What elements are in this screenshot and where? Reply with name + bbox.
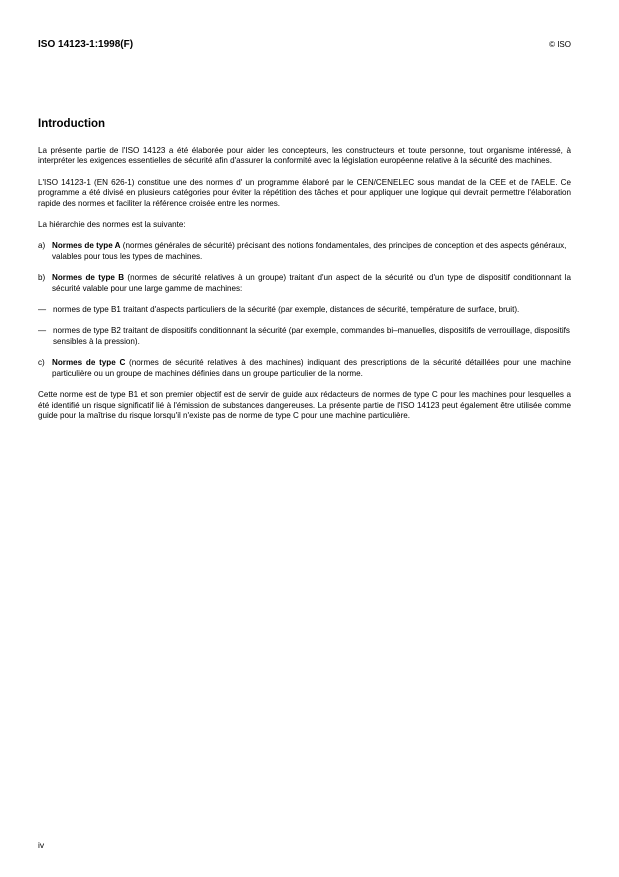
list-item-text bbox=[52, 358, 571, 379]
list-item-description: normes de type B2 traitant de dispositifs conditionnant la sécurité (par exemple, commandes bi–manuelles, dispositifs de verrouillage, dispositifs sensibles à la pression). bbox=[53, 326, 570, 346]
list-item-term: Normes de type A bbox=[52, 241, 121, 251]
list-item-description: (normes de sécurité relatives à un groupe) traitant d'un aspect de la sécurité ou d'un type de dispositif conditionnant la sécurité valable pour une large gamme de machines: bbox=[52, 273, 571, 293]
document-body bbox=[38, 146, 571, 432]
list-item-description: (normes générales de sécurité) précisant des notions fondamentales, des principes de conception et des aspects généraux, valables pour tous les types de machines. bbox=[52, 241, 567, 261]
closing-paragraph: Cette norme est de type B1 et son premier objectif est de servir de guide aux rédacteurs de normes de type C pour les machines pour lesquelles a été identifié un risque significatif lié à l'émission de substances dangereuses. La présente partie de l'ISO 14123 peut également être utilisée comme guide pour la maîtrise du risque lorsqu'il n'existe pas de norme de type C pour une machine particulière. bbox=[38, 390, 571, 420]
copyright-notice: © ISO bbox=[549, 40, 571, 49]
intro-paragraph-program: L'ISO 14123-1 (EN 626-1) constitue une des normes d' un programme élaboré par le CEN/CENELEC sous mandat de la CEE et de l'AELE. Ce programme a été divisé en plusieurs catégories pour éviter la répétition des tâches et pour appliquer une logique qui devrait permettre l'élaboration rapide des normes et faciliter la référence croisée entre les normes. bbox=[38, 177, 571, 208]
page-title: Introduction bbox=[38, 118, 106, 130]
list-marker: b) bbox=[38, 273, 46, 283]
intro-paragraph-hierarchy: La hiérarchie des normes est la suivante: bbox=[38, 220, 186, 230]
page-number: iv bbox=[38, 840, 45, 850]
list-item-type-c bbox=[38, 358, 571, 379]
list-marker: — bbox=[38, 305, 47, 315]
list-item-term: Normes de type B bbox=[52, 273, 125, 283]
intro-paragraph-purpose: La présente partie de l'ISO 14123 a été élaborée pour aider les concepteurs, les constructeurs et toute personne, tout organisme intéressé, à interpréter les exigences essentielles de sécurité afin d'assurer la conformité avec la législation européenne relative à la sécurité des machines. bbox=[38, 146, 571, 166]
list-marker: c) bbox=[38, 358, 45, 368]
list-item-description: (normes de sécurité relatives à des machines) indiquant des prescriptions de la sécurité détaillées pour une machine particulière ou un groupe de machines définies dans un groupe particulier de la norme. bbox=[52, 358, 571, 378]
list-item-text bbox=[52, 273, 571, 294]
list-item-type-b2 bbox=[38, 326, 571, 347]
list-item-type-a bbox=[38, 241, 571, 262]
list-item-description: normes de type B1 traitant d'aspects particuliers de la sécurité (par exemple, distances de sécurité, température de surface, bruit). bbox=[53, 305, 520, 315]
list-item-text bbox=[52, 241, 571, 262]
document-id: ISO 14123-1:1998(F) bbox=[38, 39, 134, 50]
list-marker: a) bbox=[38, 241, 46, 251]
list-item-type-b1 bbox=[38, 305, 571, 315]
list-item-term: Normes de type C bbox=[52, 358, 126, 368]
list-marker: — bbox=[38, 326, 47, 336]
list-item-type-b bbox=[38, 273, 571, 294]
